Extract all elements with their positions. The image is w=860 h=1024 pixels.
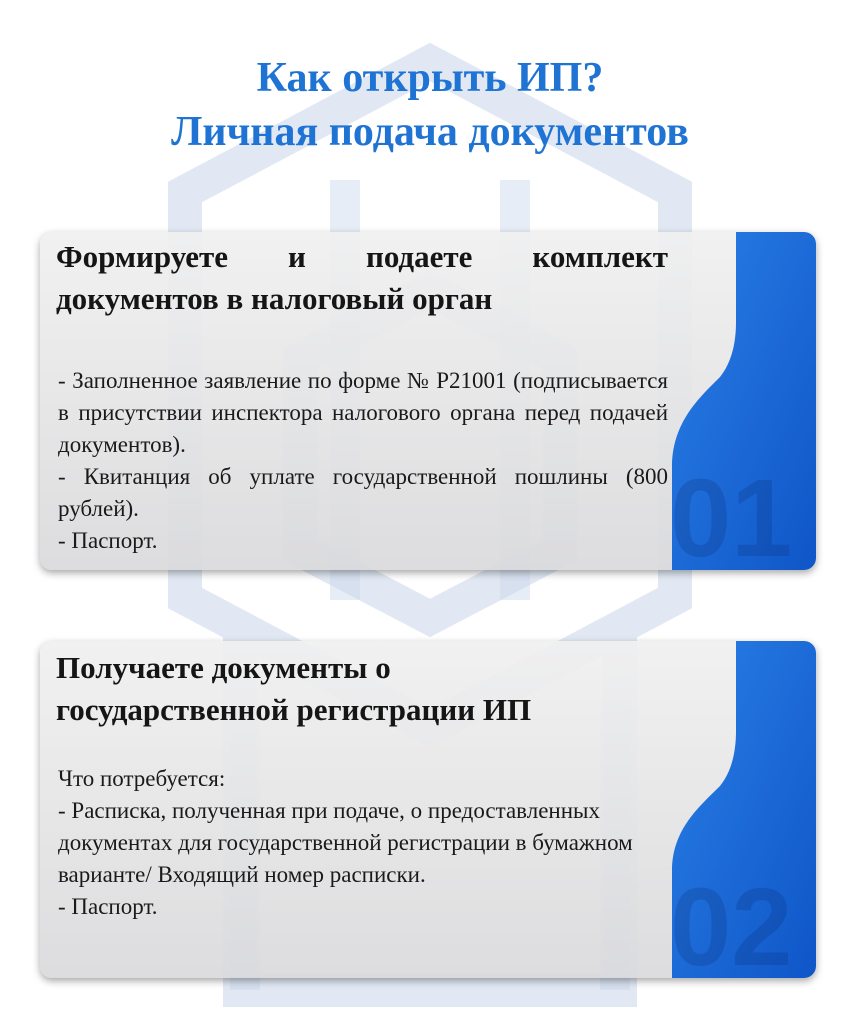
list-item: - Расписка, полученная при подаче, о предоставленных документах для государственной регистрации в бумажном варианте/ Входящий номер расписки.	[58, 798, 633, 887]
step-heading	[56, 236, 668, 320]
step-number: 01	[670, 457, 793, 570]
step-heading-line: Получаете документы о	[56, 650, 391, 685]
list-item: - Квитанция об уплате государственной пошлины (800 рублей).	[58, 464, 668, 521]
step-heading-line: Формируете и подаете комплект	[56, 239, 668, 274]
list-item: - Заполненное заявление по форме № Р21001 (подписывается в присутствии инспектора налогового органа перед подачей документов).	[58, 368, 668, 457]
list-item: - Паспорт.	[58, 528, 158, 553]
step-requirements-list	[58, 763, 668, 923]
list-item: - Паспорт.	[58, 894, 158, 919]
page-title: Как открыть ИП?	[256, 55, 604, 101]
step-heading-line: документов в налоговый орган	[56, 281, 493, 316]
step-number: 02	[670, 866, 793, 978]
step-heading-line: государственной регистрации ИП	[56, 692, 532, 727]
list-intro: Что потребуется:	[58, 766, 226, 791]
step-card-2	[40, 641, 816, 978]
step-requirements-list	[58, 365, 668, 557]
page-subtitle: Личная подача документов	[171, 109, 689, 155]
step-card-1	[40, 232, 816, 570]
step-heading	[56, 647, 668, 731]
